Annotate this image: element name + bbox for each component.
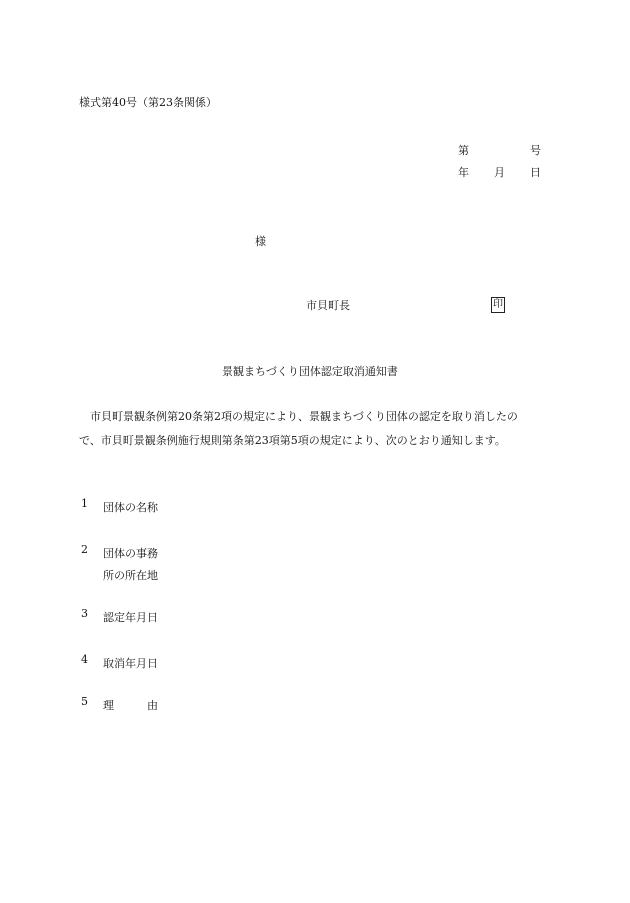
date-month-label: 月 <box>494 166 505 179</box>
doc-number-prefix: 第 <box>458 144 469 157</box>
sender-name: 市貝町長 <box>306 299 350 312</box>
item-label <box>103 543 158 587</box>
date-day-label: 日 <box>530 166 541 179</box>
item-number: 2 <box>81 543 88 556</box>
addressee-honorific: 様 <box>255 235 266 248</box>
item-number: 1 <box>81 497 88 510</box>
item-label: 取消年月日 <box>103 657 158 670</box>
item-label-line-1: 団体の事務 <box>103 547 158 560</box>
item-number: 5 <box>81 695 88 708</box>
item-number: 3 <box>81 607 88 620</box>
body-line-1: 市貝町景観条例第20条第2項の規定により、景観まちづくり団体の認定を取り消したの <box>90 410 518 423</box>
item-number: 4 <box>81 653 88 666</box>
doc-number-suffix: 号 <box>530 144 541 157</box>
item-label-line-2: 所の所在地 <box>103 569 158 582</box>
document-title: 景観まちづくり団体認定取消通知書 <box>222 365 398 378</box>
form-number-label: 様式第40号（第23条関係） <box>79 96 217 109</box>
item-label: 団体の名称 <box>103 501 158 514</box>
item-label: 認定年月日 <box>103 611 158 624</box>
item-label: 理 由 <box>103 699 158 712</box>
seal-mark: 印 <box>491 297 505 313</box>
body-paragraph <box>79 405 551 453</box>
date-year-label: 年 <box>458 166 469 179</box>
body-line-2: で、市貝町景観条例施行規則第条第23項第5項の規定により、次のとおり通知します。 <box>79 434 506 447</box>
